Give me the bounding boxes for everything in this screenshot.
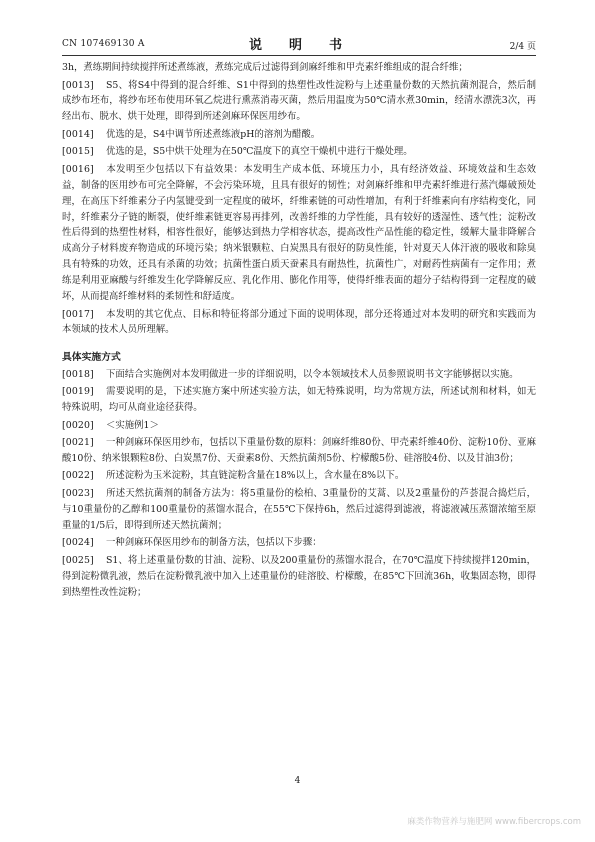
paragraph-number: [0016] (62, 163, 94, 175)
paragraph-text: 优选的是，S4中调节所述煮练液pH的溶剂为醋酸。 (106, 128, 321, 140)
page-title: 说 明 书 (248, 38, 349, 53)
paragraph-number: [0023] (62, 487, 94, 499)
paragraph-number: [0025] (62, 554, 94, 566)
header-rule (62, 55, 536, 56)
paragraph-text: 本发明的其它优点、目标和特征将部分通过下面的说明体现，部分还将通过对本发明的研究和实践而为本领域的技术人员所理解。 (62, 308, 536, 336)
paragraph-text: 所述淀粉为玉米淀粉，其直链淀粉含量在18%以上，含水量在8%以下。 (106, 470, 405, 482)
paragraph-number: [0013] (62, 79, 94, 91)
paragraph (62, 435, 536, 467)
paragraph (62, 78, 536, 126)
paragraph-text: 3h，煮练期间持续搅拌所述煮练液，煮练完成后过滤得到剑麻纤维和甲壳素纤维组成的混合纤维； (62, 62, 468, 73)
paragraph (62, 144, 536, 160)
paragraph (62, 384, 536, 416)
paragraph (62, 418, 536, 434)
paragraph-text: 所述天然抗菌剂的制备方法为：将5重量份的桧柏、3重量份的艾蒿、以及2重量份的芦荟混合捣烂后，与10重量份的乙醇和100重量份的蒸馏水混合，在55℃下保持6h，然后过滤得到滤液，将滤液减压蒸馏浓缩至原重量的1/5后，即得到所述天然抗菌剂； (62, 487, 536, 531)
paragraph-text: S5、将S4中得到的混合纤维、S1中得到的热塑性改性淀粉与上述重量份数的天然抗菌剂混合，然后制成纱布坯布，将纱布坯布使用环氧乙烷进行熏蒸消毒灭菌，然后用温度为50℃清水煮30min，经清水漂洗3次，再经出布、脱水、烘干处理，即得到所述剑麻环保医用纱布。 (62, 79, 536, 123)
paragraph-text: 本发明至少包括以下有益效果：本发明生产成本低、环境压力小，具有经济效益、环境效益和生态效益，制备的医用纱布可完全降解，不会污染环境，且具有很好的韧性；对剑麻纤维和甲壳素纤维进行蒸汽爆破预处理，在高压下纤维素分子内氢键受到一定程度的破坏，纤维素链的可动性增加，有利于纤维素向有序结构变化，同时，纤维素分子链的断裂，使纤维素链更容易再排列，改善纤维的力学性能，具有较好的透湿性、透气性；淀粉改性后得到的热塑性材料，相容性很好，能够达到热力学相容状态，提高改性产品性能的稳定性，缓解大量非降解合成高分子材料废弃物造成的环境污染；纳米银颗粒、白炭黑具有很好的防臭性能，针对夏天人体汗液的吸收和除臭具有特殊的功效，还具有杀菌的功效；抗菌性蛋白质天蚕素具有耐热性，抗菌性广，对耐药性病菌有一定作用；煮练是利用亚麻酸与纤维发生化学降解反应、乳化作用、膨化作用等，使得纤维表面的超分子结构得到一定程度的破坏，从而提高纤维材料的柔韧性和舒适度。 (62, 163, 536, 303)
paragraph-number: [0017] (62, 308, 94, 320)
page-indicator: 2/4 页 (509, 42, 536, 52)
paragraph-text: 优选的是，S5中烘干处理为在50℃温度下的真空干燥机中进行干燥处理。 (106, 146, 413, 158)
document-body (62, 60, 536, 602)
paragraph-text: 一种剑麻环保医用纱布，包括以下重量份数的原料：剑麻纤维80份、甲壳素纤维40份、淀粉10份、亚麻酸10份、纳米银颗粒8份、白炭黑7份、天蚕素8份、天然抗菌剂5份、柠檬酸5份、硅溶胶4份、以及甘油3份； (62, 437, 536, 464)
paragraph-number: [0024] (62, 537, 94, 549)
site-watermark: 麻类作物营养与施肥网 www.fibercrops.com (407, 817, 581, 827)
paragraph-number: [0021] (62, 437, 94, 449)
paragraph (62, 162, 536, 305)
paragraph (62, 307, 536, 339)
paragraph-text: 一种剑麻环保医用纱布的制备方法，包括以下步骤： (106, 537, 322, 549)
section-heading: 具体实施方式 (62, 352, 121, 364)
paragraph-number: [0020] (62, 419, 94, 431)
paragraph-number: [0014] (62, 128, 94, 140)
paragraph (62, 367, 536, 383)
paragraph (62, 486, 536, 534)
paragraph (62, 535, 536, 551)
paragraph-number: [0022] (62, 470, 94, 482)
paragraph-text: 下面结合实施例对本发明做进一步的详细说明，以令本领域技术人员参照说明书文字能够据以实施。 (106, 368, 519, 380)
paragraph-number: [0018] (62, 368, 94, 380)
paragraph-number: [0019] (62, 386, 94, 398)
paragraph (62, 553, 536, 601)
paragraph (62, 468, 536, 484)
paragraph-text: S1、将上述重量份数的甘油、淀粉、以及200重量份的蒸馏水混合，在70℃温度下持续搅拌120min，得到淀粉微乳液，然后在淀粉微乳液中加入上述重量份的硅溶胶、柠檬酸，在85℃下回流36h，收集固态物，即得到热塑性改性淀粉； (62, 554, 536, 598)
paragraph-number: [0015] (62, 146, 94, 158)
page-number: 4 (294, 776, 301, 786)
paragraph-text: ＜实施例1＞ (106, 419, 159, 431)
doc-number: CN 107469130 A (62, 39, 145, 49)
paragraph (62, 127, 536, 143)
paragraph-text: 需要说明的是，下述实施方案中所述实验方法，如无特殊说明，均为常规方法，所述试剂和材料，如无特殊说明，均可从商业途径获得。 (62, 386, 536, 414)
paragraph (62, 60, 536, 76)
page-header (62, 36, 536, 52)
